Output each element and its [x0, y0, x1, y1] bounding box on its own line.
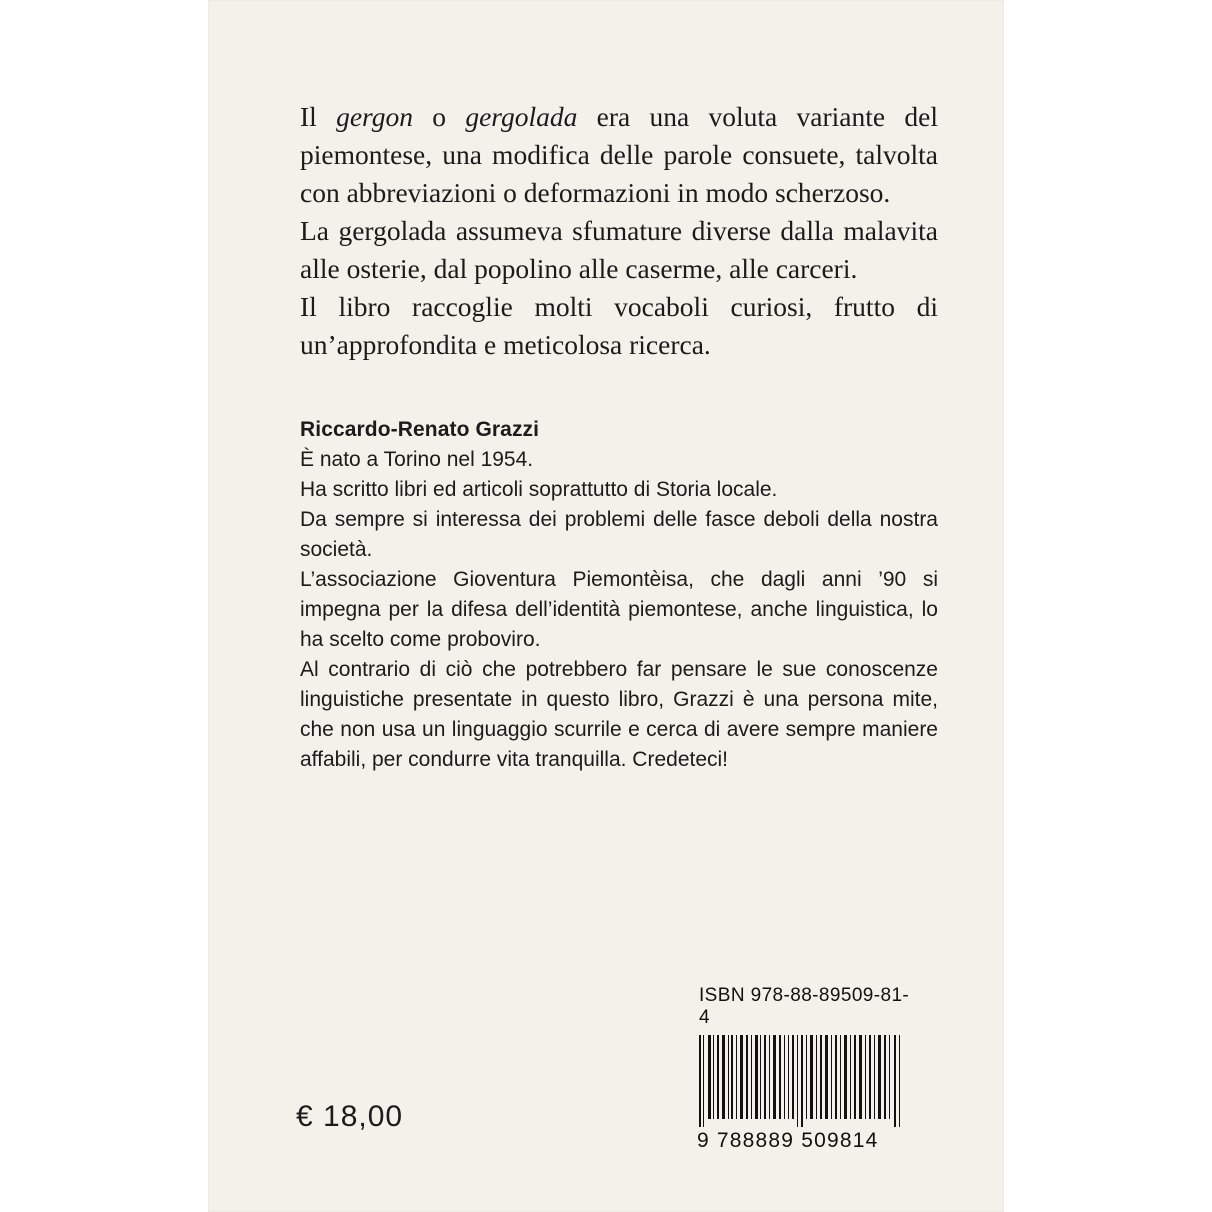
author-name: Riccardo-Renato Grazzi — [300, 418, 540, 441]
author-bio — [300, 415, 938, 775]
bio-paragraph-4: L’associazione Gioventura Piemontèisa, che dagli anni ’90 si impegna per la difesa dell’identità piemontese, anche linguistica, lo ha scelto come proboviro. — [300, 568, 938, 652]
barcode-leading-digit: 9 — [697, 1129, 710, 1152]
barcode-block — [697, 985, 919, 1153]
price-label: € 18,00 — [296, 1100, 404, 1133]
blurb-paragraph-2: La gergolada assumeva sfumature diverse dalla malavita alle osterie, dal popolino alle caserme, alle carceri. — [300, 214, 938, 284]
blurb-text-post: era una voluta variante del piemontese, una modifica delle parole consuete, talvolta con abbreviazioni o deformazioni in modo scherzoso. — [300, 101, 938, 208]
blurb-text-mid: o — [412, 101, 466, 132]
bio-paragraph-2: Ha scritto libri ed articoli soprattutto di Storia locale. — [300, 478, 778, 502]
bio-paragraph-3: Da sempre si interessa dei problemi delle fasce deboli della nostra società. — [300, 508, 938, 562]
bio-paragraph-5: Al contrario di ciò che potrebbero far pensare le sue conoscenze linguistiche presentate in questo libro, Grazzi è una persona mite, che non usa un linguaggio scurrile e cerca di avere sempre maniere affabili, per condurre vita tranquilla. Credeteci! — [300, 658, 938, 772]
isbn-label: ISBN 978-88-89509-81-4 — [699, 985, 910, 1028]
blurb-text-pre: Il — [300, 101, 337, 132]
barcode-main-digits: 788889 509814 — [716, 1129, 879, 1152]
term-gergon: gergon — [336, 101, 413, 132]
blurb-paragraph-3: Il libro raccoglie molti vocaboli curiosi, frutto di un’approfondita e meticolosa ricerca. — [300, 290, 938, 360]
term-gergolada: gergolada — [465, 101, 578, 132]
bio-paragraph-1: È nato a Torino nel 1954. — [300, 448, 534, 472]
blurb-paragraph-1 — [300, 98, 938, 212]
blurb-text — [300, 98, 938, 364]
barcode-icon — [697, 1035, 909, 1127]
book-back-cover — [208, 0, 1004, 1212]
barcode-digits — [697, 1129, 919, 1153]
